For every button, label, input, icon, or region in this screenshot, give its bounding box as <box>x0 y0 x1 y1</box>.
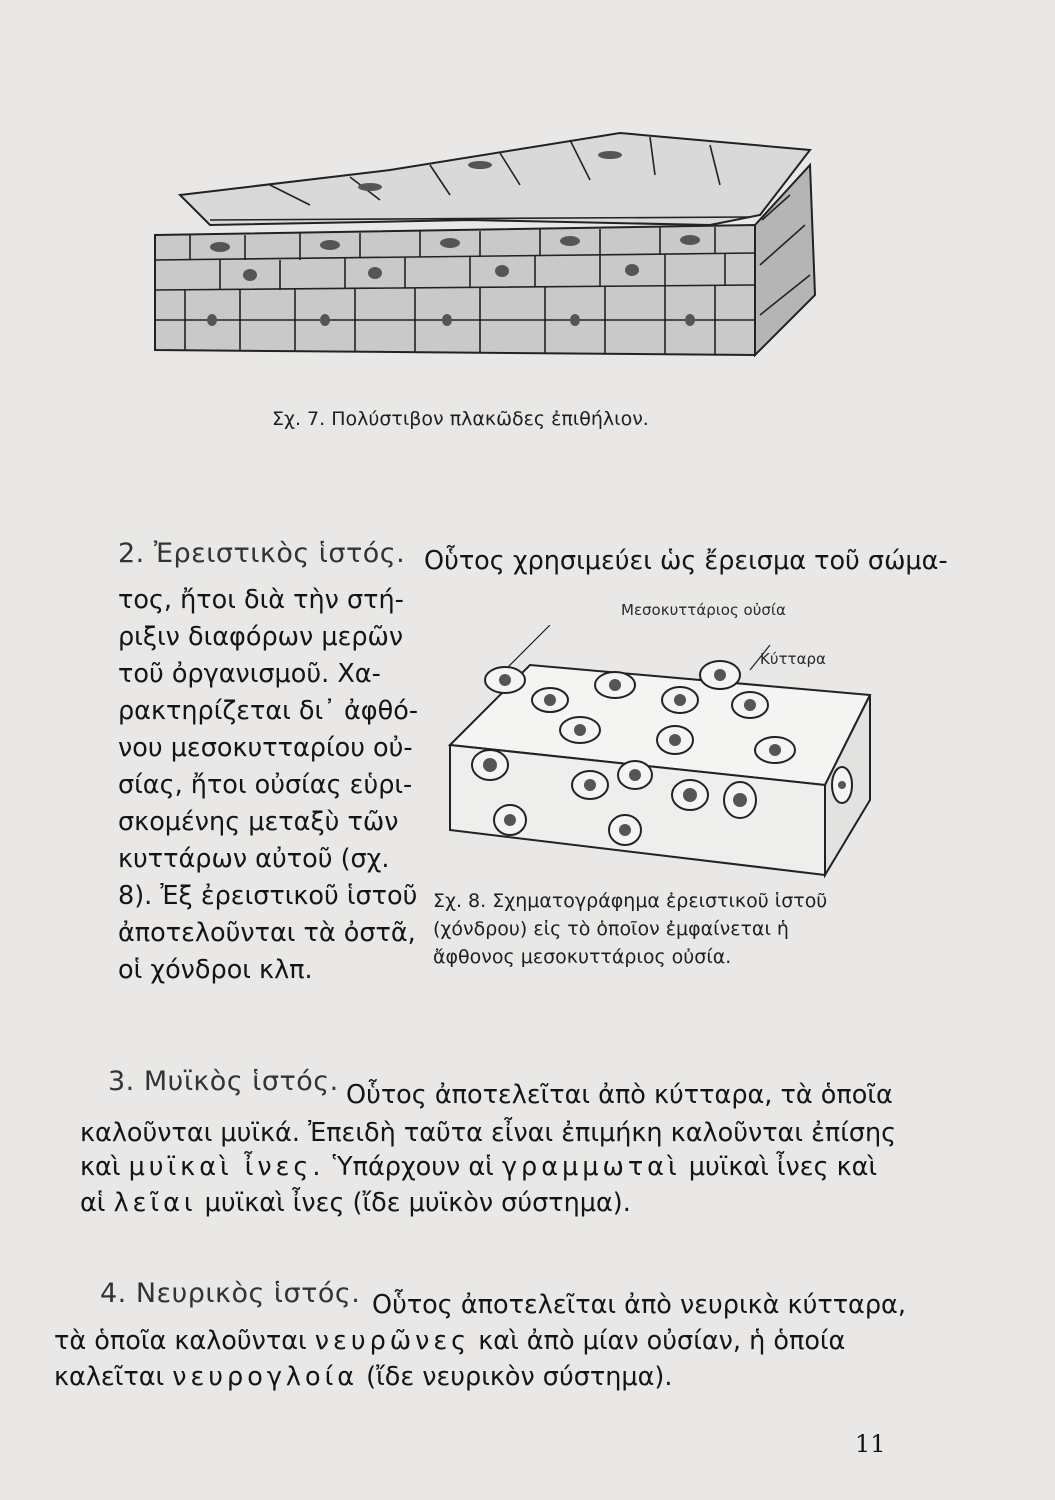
section-4-heading: 4. Νευρικὸς ἱστός. <box>100 1278 361 1309</box>
section-4-line-2-a: τὰ ὁποῖα καλοῦνται <box>54 1326 307 1356</box>
section-2-line-5: ρακτηρίζεται δι᾽ ἀφθό- <box>118 696 419 726</box>
section-2-line-7: σίας, ἤτοι οὐσίας εὑρι- <box>118 770 413 800</box>
section-2-line-6: νου μεσοκυτταρίου οὐ- <box>118 733 413 763</box>
figure-8-caption-line-3: ἄφθονος μεσοκυττάριος οὐσία. <box>433 946 732 968</box>
figure-8-label-cells: Κύτταρα <box>760 650 826 668</box>
figure-7-caption: Σχ. 7. Πολύστιβον πλακῶδες ἐπιθήλιον. <box>272 408 649 430</box>
section-3-line-4-a: αἱ <box>80 1188 106 1218</box>
section-2-line-4: τοῦ ὀργανισμοῦ. Χα- <box>118 659 381 689</box>
section-4-line-3-c: (ἴδε νευρικὸν σύστημα). <box>366 1362 673 1392</box>
section-4-term-neurones: νευρῶνες <box>314 1326 471 1356</box>
section-3-heading: 3. Μυϊκὸς ἱστός. <box>108 1066 339 1097</box>
section-2-line-12: οἱ χόνδροι κλπ. <box>118 955 313 985</box>
section-3-line-4 <box>80 1188 631 1218</box>
section-3-line-2: καλοῦνται μυϊκά. Ἐπειδὴ ταῦτα εἶναι ἐπιμήκη καλοῦνται ἐπίσης <box>80 1118 897 1148</box>
section-3-term-grammotai: γραμμωταὶ <box>501 1152 681 1182</box>
section-3-line-3-c: Ὑπάρχουν αἱ <box>332 1152 494 1182</box>
section-4-term-neuroglia: νευρογλοία <box>172 1362 359 1392</box>
section-2-line-3: ριξιν διαφόρων μερῶν <box>118 622 404 652</box>
section-2-line-1: Οὗτος χρησιμεύει ὡς ἔρεισμα τοῦ σώμα- <box>424 546 948 576</box>
section-3-line-3-e: μυϊκαὶ ἶνες καὶ <box>688 1152 878 1182</box>
section-2-line-2: τος, ἤτοι διὰ τὴν στή- <box>118 585 404 615</box>
page-number: 11 <box>855 1430 886 1458</box>
section-2-heading: 2. Ἐρειστικὸς ἱστός. <box>118 538 406 569</box>
section-4-line-2-c: καὶ ἀπὸ μίαν οὐσίαν, ἡ ὁποία <box>478 1326 846 1356</box>
section-3-term-muikai-ines: μυϊκαὶ ἶνες. <box>128 1152 325 1182</box>
section-3-line-3 <box>80 1152 877 1182</box>
section-4-line-2 <box>54 1326 845 1356</box>
section-4-line-3 <box>54 1362 672 1392</box>
figure-8-caption-line-2: (χόνδρου) εἰς τὸ ὁποῖον ἐμφαίνεται ἡ <box>433 918 789 940</box>
figure-7-epithelium-drawing <box>150 125 820 360</box>
section-3-line-1: Οὗτος ἀποτελεῖται ἀπὸ κύτταρα, τὰ ὁποῖα <box>346 1080 893 1110</box>
section-2-line-10: 8). Ἐξ ἐρειστικοῦ ἱστοῦ <box>118 881 418 911</box>
figure-8-label-matrix: Μεσοκυττάριος οὐσία <box>621 601 786 619</box>
section-3-line-4-c: μυϊκαὶ ἶνες (ἴδε μυϊκὸν σύστημα). <box>204 1188 631 1218</box>
section-2-line-11: ἀποτελοῦνται τὰ ὀστᾶ, <box>118 918 416 948</box>
figure-8-caption-line-1: Σχ. 8. Σχηματογράφημα ἐρειστικοῦ ἱστοῦ <box>433 890 828 912</box>
section-3-line-3-a: καὶ <box>80 1152 121 1182</box>
section-3-term-leiai: λεῖαι <box>113 1188 197 1218</box>
section-2-line-9: κυττάρων αὐτοῦ (σχ. <box>118 844 390 874</box>
section-2-line-8: σκομένης μεταξὺ τῶν <box>118 807 399 837</box>
section-4-line-3-a: καλεῖται <box>54 1362 165 1392</box>
section-4-line-1: Οὗτος ἀποτελεῖται ἀπὸ νευρικὰ κύτταρα, <box>372 1290 906 1320</box>
